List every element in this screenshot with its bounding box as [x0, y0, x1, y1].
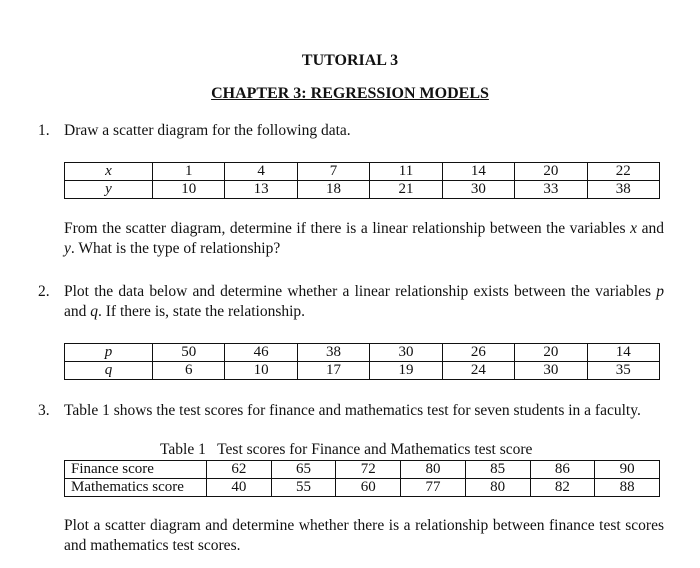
- table-cell: 17: [297, 362, 369, 380]
- table-row: [65, 479, 660, 497]
- table-cell: p: [65, 344, 153, 362]
- table-row: [65, 344, 660, 362]
- table-cell: 72: [336, 461, 401, 479]
- question-text: Plot the data below and determine whether a linear relationship exists between the variables: [64, 283, 652, 300]
- question-2-number: 2.: [38, 283, 50, 300]
- question-text: and: [64, 303, 91, 320]
- table-cell: 14: [442, 163, 514, 181]
- table-cell: 85: [465, 461, 530, 479]
- table-row-header: Finance score: [65, 461, 207, 479]
- table-row: [65, 181, 660, 199]
- table-cell: 30: [515, 362, 587, 380]
- table-cell: 60: [336, 479, 401, 497]
- followup-text: and: [637, 220, 665, 237]
- table-cell: 7: [297, 163, 369, 181]
- table-cell: 38: [587, 181, 659, 199]
- table-cell: 86: [530, 461, 595, 479]
- table-cell: q: [65, 362, 153, 380]
- table-cell: 20: [515, 163, 587, 181]
- table-row: [65, 163, 660, 181]
- question-3-number: 3.: [38, 402, 50, 419]
- table-cell: 6: [153, 362, 225, 380]
- table-cell: 30: [370, 344, 442, 362]
- table-cell: 4: [225, 163, 297, 181]
- question-1-number: 1.: [38, 122, 50, 139]
- table-cell: 80: [401, 461, 466, 479]
- table-cell: 10: [225, 362, 297, 380]
- table-cell: 88: [595, 479, 660, 497]
- question-1-text: Draw a scatter diagram for the following data.: [64, 122, 351, 139]
- table-cell: 82: [530, 479, 595, 497]
- table-row-header: Mathematics score: [65, 479, 207, 497]
- table-row: [65, 362, 660, 380]
- chapter-heading: CHAPTER 3: REGRESSION MODELS: [211, 85, 489, 102]
- followup-text: . What is the type of relationship?: [70, 240, 281, 257]
- variable-q: q: [90, 303, 99, 320]
- question-3-table: [64, 460, 660, 497]
- table-cell: 33: [515, 181, 587, 199]
- table-cell: 21: [370, 181, 442, 199]
- table-cell: 13: [225, 181, 297, 199]
- question-text: . If there is, state the relationship.: [98, 303, 306, 320]
- question-3-followup: Plot a scatter diagram and determine whether there is a relationship between finance test scores and mathematics test scores.: [64, 517, 664, 554]
- question-2-text: [64, 282, 664, 322]
- table-cell: 46: [225, 344, 297, 362]
- question-2-table: [64, 343, 660, 380]
- table-cell: 35: [587, 362, 659, 380]
- table-cell: x: [65, 163, 153, 181]
- table-cell: 11: [370, 163, 442, 181]
- question-3-text: Table 1 shows the test scores for finance and mathematics test for seven students in a faculty.: [64, 402, 641, 419]
- table-cell: 40: [207, 479, 272, 497]
- table-cell: 38: [297, 344, 369, 362]
- table-cell: y: [65, 181, 153, 199]
- variable-y: y: [64, 240, 71, 257]
- variable-x: x: [630, 220, 638, 237]
- table-cell: 18: [297, 181, 369, 199]
- table-cell: 24: [442, 362, 514, 380]
- table-cell: 22: [587, 163, 659, 181]
- table-cell: 77: [401, 479, 466, 497]
- table-cell: 62: [207, 461, 272, 479]
- table-cell: 80: [465, 479, 530, 497]
- table-cell: 19: [370, 362, 442, 380]
- table-1-caption: Table 1 Test scores for Finance and Mathematics test score: [160, 441, 533, 458]
- table-cell: 20: [515, 344, 587, 362]
- table-cell: 55: [271, 479, 336, 497]
- table-cell: 90: [595, 461, 660, 479]
- question-1-table: [64, 162, 660, 199]
- question-1-followup: [64, 219, 664, 259]
- table-cell: 50: [153, 344, 225, 362]
- table-cell: 14: [587, 344, 659, 362]
- variable-p: p: [656, 283, 664, 300]
- followup-text: From the scatter diagram, determine if there is a linear relationship between the variables: [64, 220, 626, 237]
- table-row: [65, 461, 660, 479]
- table-cell: 65: [271, 461, 336, 479]
- table-cell: 30: [442, 181, 514, 199]
- table-cell: 1: [153, 163, 225, 181]
- table-cell: 10: [153, 181, 225, 199]
- table-cell: 26: [442, 344, 514, 362]
- page-title: TUTORIAL 3: [301, 52, 399, 69]
